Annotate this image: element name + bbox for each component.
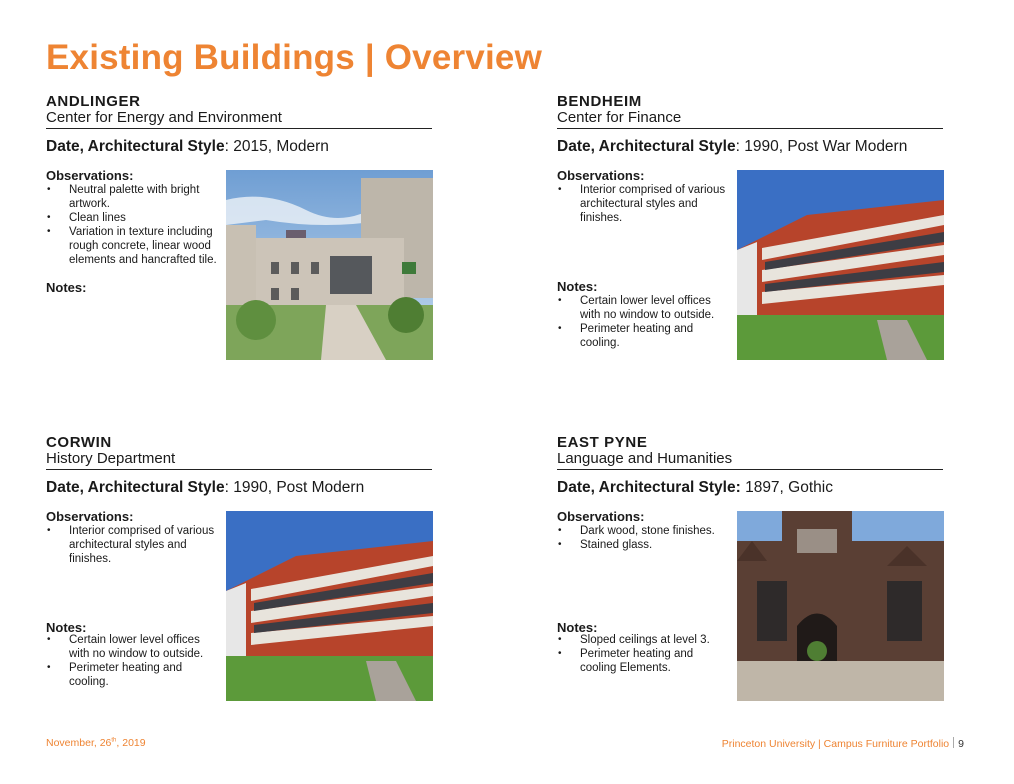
- notes-heading: Notes:: [557, 279, 598, 294]
- list-item: • Perimeter heating and cooling.: [557, 322, 732, 350]
- notes-heading: Notes:: [46, 620, 87, 635]
- observations-list: [46, 183, 221, 267]
- date-style-value: 1897, Gothic: [740, 479, 833, 496]
- list-item: • Interior comprised of various architectural styles and finishes.: [46, 524, 221, 566]
- date-style-line: [557, 138, 907, 156]
- building-name: CORWIN: [46, 434, 112, 451]
- date-style-label: Date, Architectural Style: [46, 138, 225, 155]
- notes-list: [46, 633, 221, 689]
- notes-heading: Notes:: [46, 280, 87, 295]
- observations-heading: Observations:: [46, 509, 134, 524]
- observations-heading: Observations:: [557, 168, 645, 183]
- notes-list: [557, 633, 732, 675]
- building-photo-bendheim: [737, 170, 944, 360]
- building-name: BENDHEIM: [557, 93, 642, 110]
- date-style-line: [46, 479, 364, 497]
- building-photo-corwin: [226, 511, 433, 701]
- building-photo-andlinger: [226, 170, 433, 360]
- observations-list: [46, 524, 221, 566]
- building-card-east-pyne: [557, 434, 944, 734]
- building-subtitle: Language and Humanities: [557, 450, 733, 467]
- date-style-label: Date, Architectural Style:: [557, 479, 741, 496]
- date-style-value: : 1990, Post War Modern: [735, 138, 908, 155]
- list-item: • Clean lines: [46, 211, 221, 225]
- observations-list: [557, 524, 732, 552]
- list-item: • Variation in texture including rough concrete, linear wood elements and hancrafted tile.: [46, 225, 221, 267]
- list-item: • Certain lower level offices with no window to outside.: [46, 633, 221, 661]
- footer-date: November, 26th, 2019: [46, 737, 146, 749]
- date-style-value: : 2015, Modern: [224, 138, 329, 155]
- building-photo-east-pyne: [737, 511, 944, 701]
- building-subtitle: Center for Energy and Environment: [46, 109, 282, 126]
- divider: [557, 469, 943, 470]
- observations-heading: Observations:: [557, 509, 645, 524]
- list-item: • Sloped ceilings at level 3.: [557, 633, 732, 647]
- list-item: • Neutral palette with bright artwork.: [46, 183, 221, 211]
- page-title: Existing Buildings | Overview: [46, 38, 542, 77]
- building-name: ANDLINGER: [46, 93, 141, 110]
- divider: [46, 128, 432, 129]
- list-item: • Dark wood, stone finishes.: [557, 524, 732, 538]
- building-name: EAST PYNE: [557, 434, 648, 451]
- date-style-label: Date, Architectural Style: [557, 138, 736, 155]
- footer-source-text: Princeton University | Campus Furniture Portfolio: [721, 738, 950, 750]
- list-item: • Stained glass.: [557, 538, 732, 552]
- divider: [557, 128, 943, 129]
- building-card-corwin: [46, 434, 433, 734]
- notes-heading: Notes:: [557, 620, 598, 635]
- page-number: 9: [958, 738, 964, 750]
- list-item: • Perimeter heating and cooling.: [46, 661, 221, 689]
- divider: [46, 469, 432, 470]
- list-item: • Certain lower level offices with no window to outside.: [557, 294, 732, 322]
- date-style-label: Date, Architectural Style: [46, 479, 225, 496]
- building-subtitle: History Department: [46, 450, 176, 467]
- date-style-value: : 1990, Post Modern: [224, 479, 365, 496]
- building-subtitle: Center for Finance: [557, 109, 682, 126]
- building-card-andlinger: [46, 93, 433, 393]
- list-item: • Perimeter heating and cooling Elements.: [557, 647, 732, 675]
- observations-list: [557, 183, 732, 225]
- building-card-bendheim: [557, 93, 944, 393]
- date-style-line: [557, 479, 833, 497]
- date-style-line: [46, 138, 329, 156]
- list-item: • Interior comprised of various architectural styles and finishes.: [557, 183, 732, 225]
- notes-list: [557, 294, 732, 350]
- divider: [953, 737, 954, 748]
- footer-source: [722, 737, 964, 750]
- observations-heading: Observations:: [46, 168, 134, 183]
